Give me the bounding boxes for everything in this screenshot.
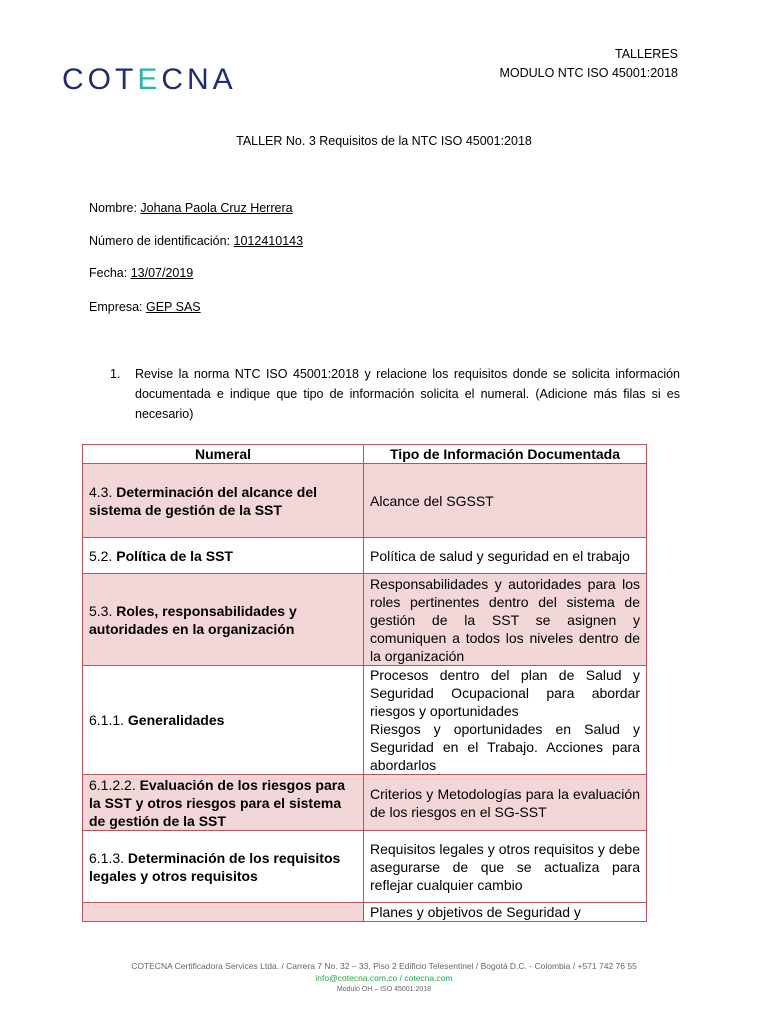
footer-cert: Modulo OH – ISO 45001:2018 [336, 986, 432, 993]
field-label: Nombre: [89, 201, 141, 215]
info-text-1: Procesos dentro del plan de Salud y Seguridad Ocupacional para abordar riesgos y oportunidades [370, 667, 640, 719]
table-row [83, 464, 647, 538]
cotecna-logo [62, 63, 237, 97]
numeral-number: 6.1.3. [89, 849, 128, 866]
numeral-cell [83, 574, 364, 666]
table-row [83, 903, 647, 922]
numeral-name: Determinación del alcance del sistema de gestión de la SST [89, 483, 317, 518]
numeral-name: Roles, responsabilidades y autoridades en la organización [89, 602, 297, 637]
table-row [83, 775, 647, 831]
numeral-cell [83, 831, 364, 903]
company-field [89, 300, 201, 314]
numeral-name: Evaluación de los riesgos para la SST y otros riesgos para el sistema de gestión de la SST [89, 776, 346, 829]
numeral-name: Generalidades [127, 712, 225, 728]
table-row [83, 574, 647, 666]
footer-address: COTECNA Certificadora Services Ltda. / Carrera 7 No. 32 – 33, Piso 2 Edificio Telesentinel / Bogotá D.C. - Colombia / +571 742 76 55 [131, 961, 637, 971]
numeral-number: 4.3. [89, 483, 117, 500]
instruction-text: Revise la norma NTC ISO 45001:2018 y relacione los requisitos donde se solicita información documentada e indique que tipo de información solicita el numeral. (Adicione más filas si es necesario) [135, 367, 680, 421]
table-header-row [83, 445, 647, 464]
field-value: Johana Paola Cruz Herrera [140, 201, 293, 215]
numeral-number: 5.2. [89, 547, 117, 564]
numeral-number: 5.3. [89, 602, 117, 619]
field-value: GEP SAS [145, 300, 201, 314]
instruction-item [110, 364, 680, 424]
field-value: 1012410143 [233, 234, 304, 248]
name-field [89, 201, 293, 215]
field-label: Número de identificación: [89, 234, 234, 248]
logo-text-suffix: CNA [161, 63, 237, 96]
table-row [83, 666, 647, 775]
info-cell [364, 666, 647, 775]
header-line-1: TALLERES [615, 47, 678, 61]
info-text-2: Riesgos y oportunidades en Salud y Seguridad en el Trabajo. Acciones para abordarlos [370, 721, 640, 773]
numeral-cell [83, 775, 364, 831]
info-cell: Alcance del SGSST [364, 464, 647, 538]
numeral-number: 6.1.1. [89, 712, 128, 728]
info-cell: Planes y objetivos de Seguridad y [364, 903, 647, 922]
date-field [89, 266, 193, 280]
info-cell: Responsabilidades y autoridades para los roles pertinentes dentro del sistema de gestión de la SST se asignen y comuniquen a todos los niveles dentro de la organización [364, 574, 647, 666]
numeral-cell [83, 464, 364, 538]
field-value: 13/07/2019 [130, 266, 194, 280]
instruction-number: 1. [110, 367, 121, 381]
logo-text-accent: E [137, 63, 162, 96]
field-label: Fecha: [89, 266, 131, 280]
numeral-name: Determinación de los requisitos legales y otros requisitos [89, 849, 341, 884]
table-row [83, 831, 647, 903]
field-label: Empresa: [89, 300, 146, 314]
info-cell: Política de salud y seguridad en el trabajo [364, 538, 647, 574]
table-row [83, 538, 647, 574]
header-numeral: Numeral [83, 445, 364, 464]
footer-links[interactable]: info@cotecna.com.co / cotecna.com [315, 973, 453, 983]
numeral-cell [83, 666, 364, 775]
header-info-type: Tipo de Información Documentada [364, 445, 647, 464]
info-cell: Criterios y Metodologías para la evaluación de los riesgos en el SG-SST [364, 775, 647, 831]
info-cell: Requisitos legales y otros requisitos y debe asegurarse de que se actualiza para reflejar cualquier cambio [364, 831, 647, 903]
numeral-number: 6.1.2.2. [89, 776, 140, 793]
document-header [499, 45, 678, 83]
numeral-cell [83, 538, 364, 574]
header-line-2: MODULO NTC ISO 45001:2018 [499, 66, 678, 80]
numeral-name: Política de la SST [116, 547, 233, 564]
numeral-cell [83, 903, 364, 922]
document-title: TALLER No. 3 Requisitos de la NTC ISO 45001:2018 [236, 134, 532, 148]
document-footer [0, 960, 768, 996]
id-field [89, 234, 303, 248]
requirements-table [82, 444, 647, 922]
logo-text-prefix: COT [62, 63, 138, 96]
